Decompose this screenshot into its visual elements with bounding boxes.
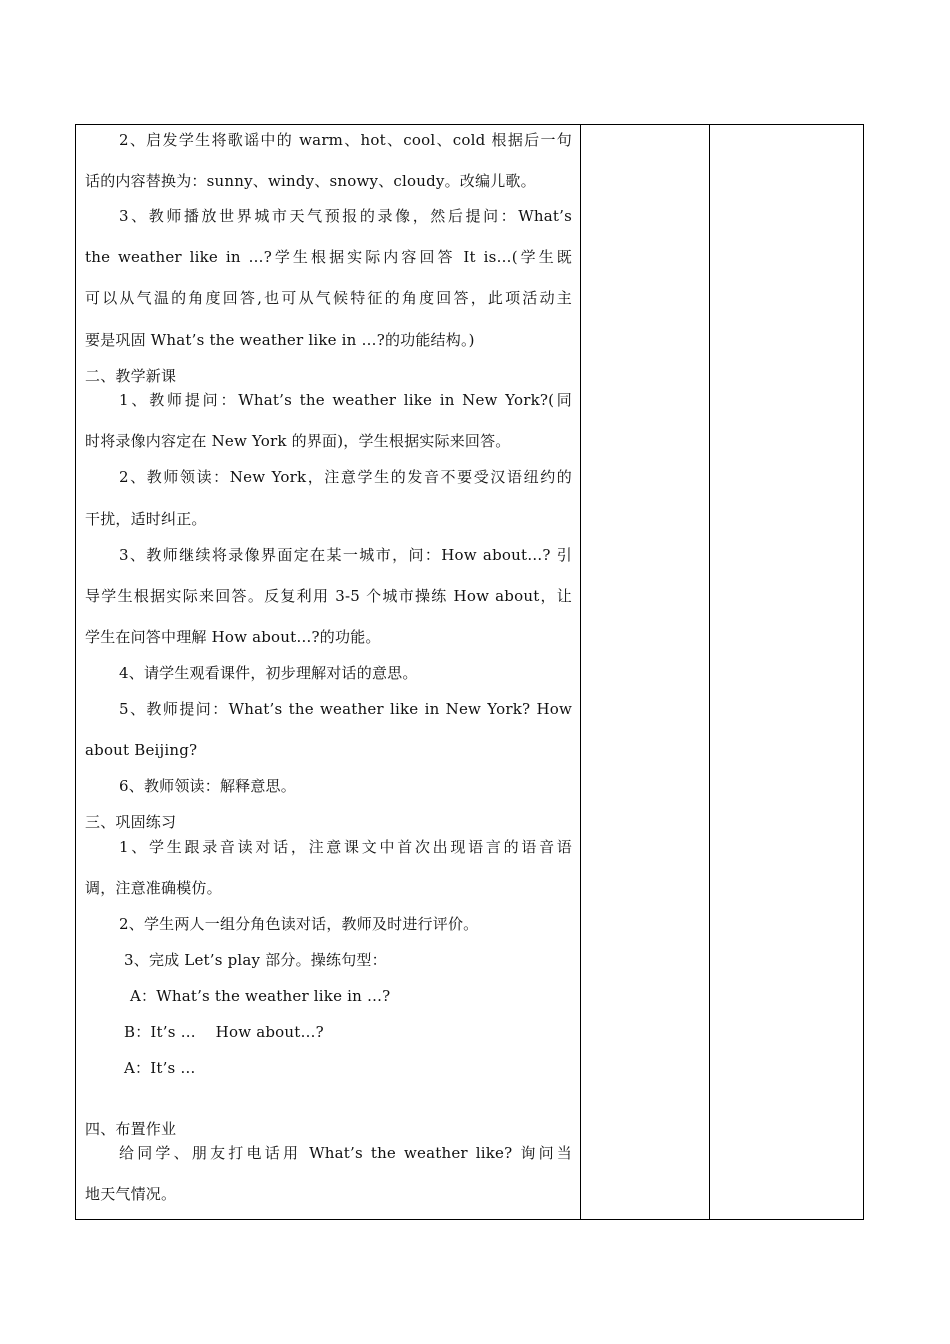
text-line: 要是巩固 What’s the weather like in …?的功能结构。): [85, 331, 475, 349]
text-line: 1、学生跟录音读对话，注意课文中首次出现语言的语音语: [119, 838, 572, 856]
dialogue-line: B：It’s … How about…?: [124, 1023, 324, 1041]
text-line: 4、请学生观看课件，初步理解对话的意思。: [119, 664, 418, 682]
text-line: 地天气情况。: [85, 1185, 177, 1203]
text-line: 干扰，适时纠正。: [85, 510, 207, 528]
empty-cell: [581, 125, 708, 1219]
text-line: 导学生根据实际来回答。反复利用 3-5 个城市操练 How about，让: [85, 587, 572, 605]
text-line: 1、教师提问：What’s the weather like in New York?(同: [119, 391, 572, 409]
text-line: 2、学生两人一组分角色读对话，教师及时进行评价。: [119, 915, 479, 933]
text-line: 5、教师提问：What’s the weather like in New York? How: [119, 700, 572, 718]
text-line: 可以从气温的角度回答,也可从气候特征的角度回答，此项活动主: [85, 289, 572, 307]
empty-cell: [710, 125, 862, 1219]
text-line: 调，注意准确模仿。: [85, 879, 222, 897]
text-line: 学生在问答中理解 How about…?的功能。: [85, 628, 381, 646]
section-heading: 四、布置作业: [85, 1120, 177, 1138]
text-line: about Beijing?: [85, 741, 198, 759]
lesson-plan-table: [75, 124, 864, 1220]
dialogue-line: A：What’s the weather like in …?: [130, 987, 391, 1005]
text-line: 3、完成 Let’s play 部分。操练句型：: [124, 951, 387, 969]
text-line: 3、教师播放世界城市天气预报的录像，然后提问：What’s: [119, 207, 572, 225]
dialogue-line: A：It’s …: [124, 1059, 196, 1077]
content-cell: [76, 125, 580, 1219]
text-line: 2、教师领读：New York，注意学生的发音不要受汉语纽约的: [119, 468, 572, 486]
section-heading: 三、巩固练习: [85, 813, 177, 831]
text-line: 话的内容替换为：sunny、windy、snowy、cloudy。改编儿歌。: [85, 172, 536, 190]
text-line: 3、教师继续将录像界面定在某一城市，问：How about…? 引: [119, 546, 572, 564]
text-line: 时将录像内容定在 New York 的界面)，学生根据实际来回答。: [85, 432, 511, 450]
text-line: the weather like in …?学生根据实际内容回答 It is…(学生既: [85, 248, 572, 266]
text-line: 2、启发学生将歌谣中的 warm、hot、cool、cold 根据后一句: [119, 131, 572, 149]
text-line: 给同学、朋友打电话用 What’s the weather like? 询问当: [119, 1144, 572, 1162]
text-line: 6、教师领读：解释意思。: [119, 777, 296, 795]
section-heading: 二、教学新课: [85, 367, 177, 385]
